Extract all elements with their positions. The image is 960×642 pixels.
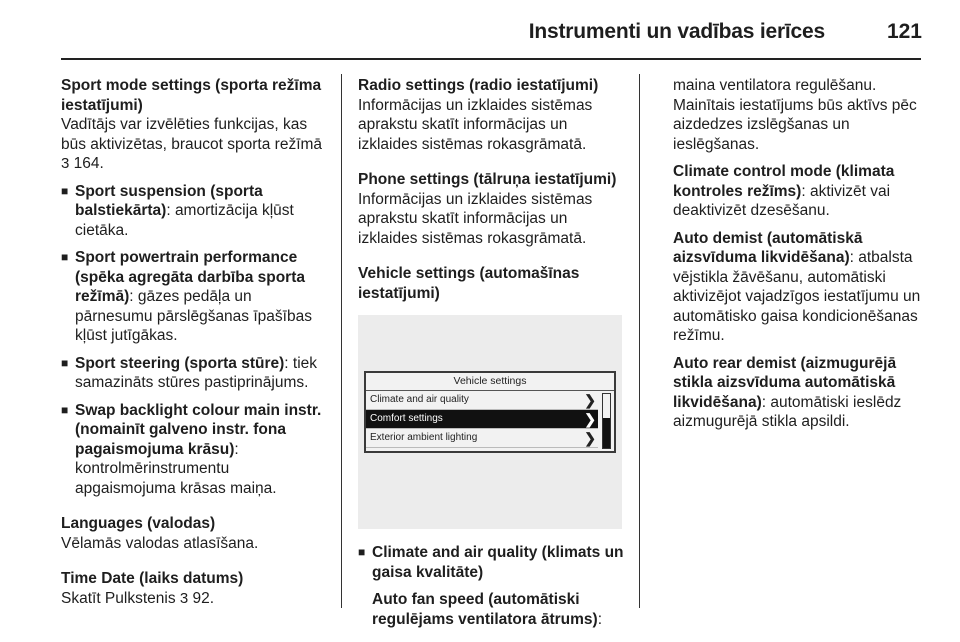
auto-demist: Auto demist (automātiskā aizsvīduma likvidēšana): atbalsta vējstikla žāvēšanu, automātiski aktivizējot vajadzīgos iestatījumu un automātisko gaisa kondicionēšanas režīmu. [673,229,921,344]
menu-item-exterior-lighting: Exterior ambient lighting ❯ [366,429,598,448]
menu-item-climate: Climate and air quality ❯ [366,391,598,410]
menu-item-comfort: Comfort settings ❯ [366,410,598,429]
column-divider [639,74,640,608]
phone-settings-text: Informācijas un izklaides sistēmas aprakstu skatīt informācijas un izklaides sistēmas rokasgrāmatā. [358,190,593,247]
column-right [673,76,925,432]
vehicle-settings-heading: Vehicle settings (automašīnas iestatījumi) [358,265,580,302]
display-screen [364,371,616,453]
sport-mode-heading: Sport mode settings (sporta režīma iestatījumi) [61,77,322,114]
vehicle-settings-screen-image [358,315,622,529]
radio-settings-text: Informācijas un izklaides sistēmas aprakstu skatīt informācijas un izklaides sistēmas rokasgrāmatā. [358,96,593,153]
page-header-title: Instrumenti un vadības ierīces [528,20,825,43]
auto-fan-continuation: maina ventilatora regulēšanu. Mainītais iestatījums būs aktīvs pēc aizdedzes izslēgšanas un ieslēgšanas. [673,77,917,153]
auto-rear-demist: Auto rear demist (aizmugurējā stikla aizsvīduma automātiskā likvidēšana): automātiski ieslēdz aizmugurējā stikla apsildi. [673,354,902,430]
chevron-right-icon: ❯ [584,392,596,408]
time-date-heading: Time Date (laiks datums) [61,570,244,587]
screen-title: Vehicle settings [366,373,614,391]
phone-settings-heading: Phone settings (tālruņa iestatījumi) [358,171,617,188]
chevron-right-icon: ❯ [584,411,596,427]
page-ref-arrow-icon: 3 [179,589,189,607]
languages-text: Vēlamās valodas atlasīšana. [61,534,259,552]
auto-fan-speed: Auto fan speed (automātiski regulējams ventilatora ātrums): [372,591,603,628]
time-date-text: Skatīt Pulkstenis 3 92. [61,589,215,607]
bullet-sport-suspension: ■ Sport suspension (sporta balstiekārta): amortizācija kļūst cietāka. [61,182,329,241]
bullet-climate-air-quality: ■ Climate and air quality (klimats un gaisa kvalitāte) [358,543,624,582]
screen-scrollbar [602,393,611,449]
column-middle [358,76,624,629]
bullet-sport-steering: ■ Sport steering (sporta stūre): tiek samazināts stūres pastiprinājums. [61,354,329,393]
sport-mode-text: Vadītājs var izvēlēties funkcijas, kas būs aktivizētas, braucot sporta režīmā 3 164. [61,116,323,172]
bullet-sport-powertrain: ■ Sport powertrain performance (spēka agregāta darbība sporta režīmā): gāzes pedāļa un pārnesumu pārslēgšanas īpašības kļūst jutīgākas. [61,248,329,346]
chevron-right-icon: ❯ [584,430,596,446]
climate-control-mode: Climate control mode (klimata kontroles režīms): aktivizēt vai deaktivizēt dzesēšanu. [673,163,895,219]
bullet-swap-backlight: ■ Swap backlight colour main instr. (nomainīt galveno instr. fona pagaismojuma krāsu): kontrolmērinstrumentu apgaismojuma krāsas maiņa. [61,401,329,499]
column-left [61,76,329,608]
page-ref-arrow-icon: 3 [61,155,70,172]
column-divider [341,74,342,608]
languages-heading: Languages (valodas) [61,515,216,532]
header-rule [61,58,921,60]
radio-settings-heading: Radio settings (radio iestatījumi) [358,77,599,94]
page-number: 121 [886,20,922,43]
scrollbar-thumb [603,418,610,448]
